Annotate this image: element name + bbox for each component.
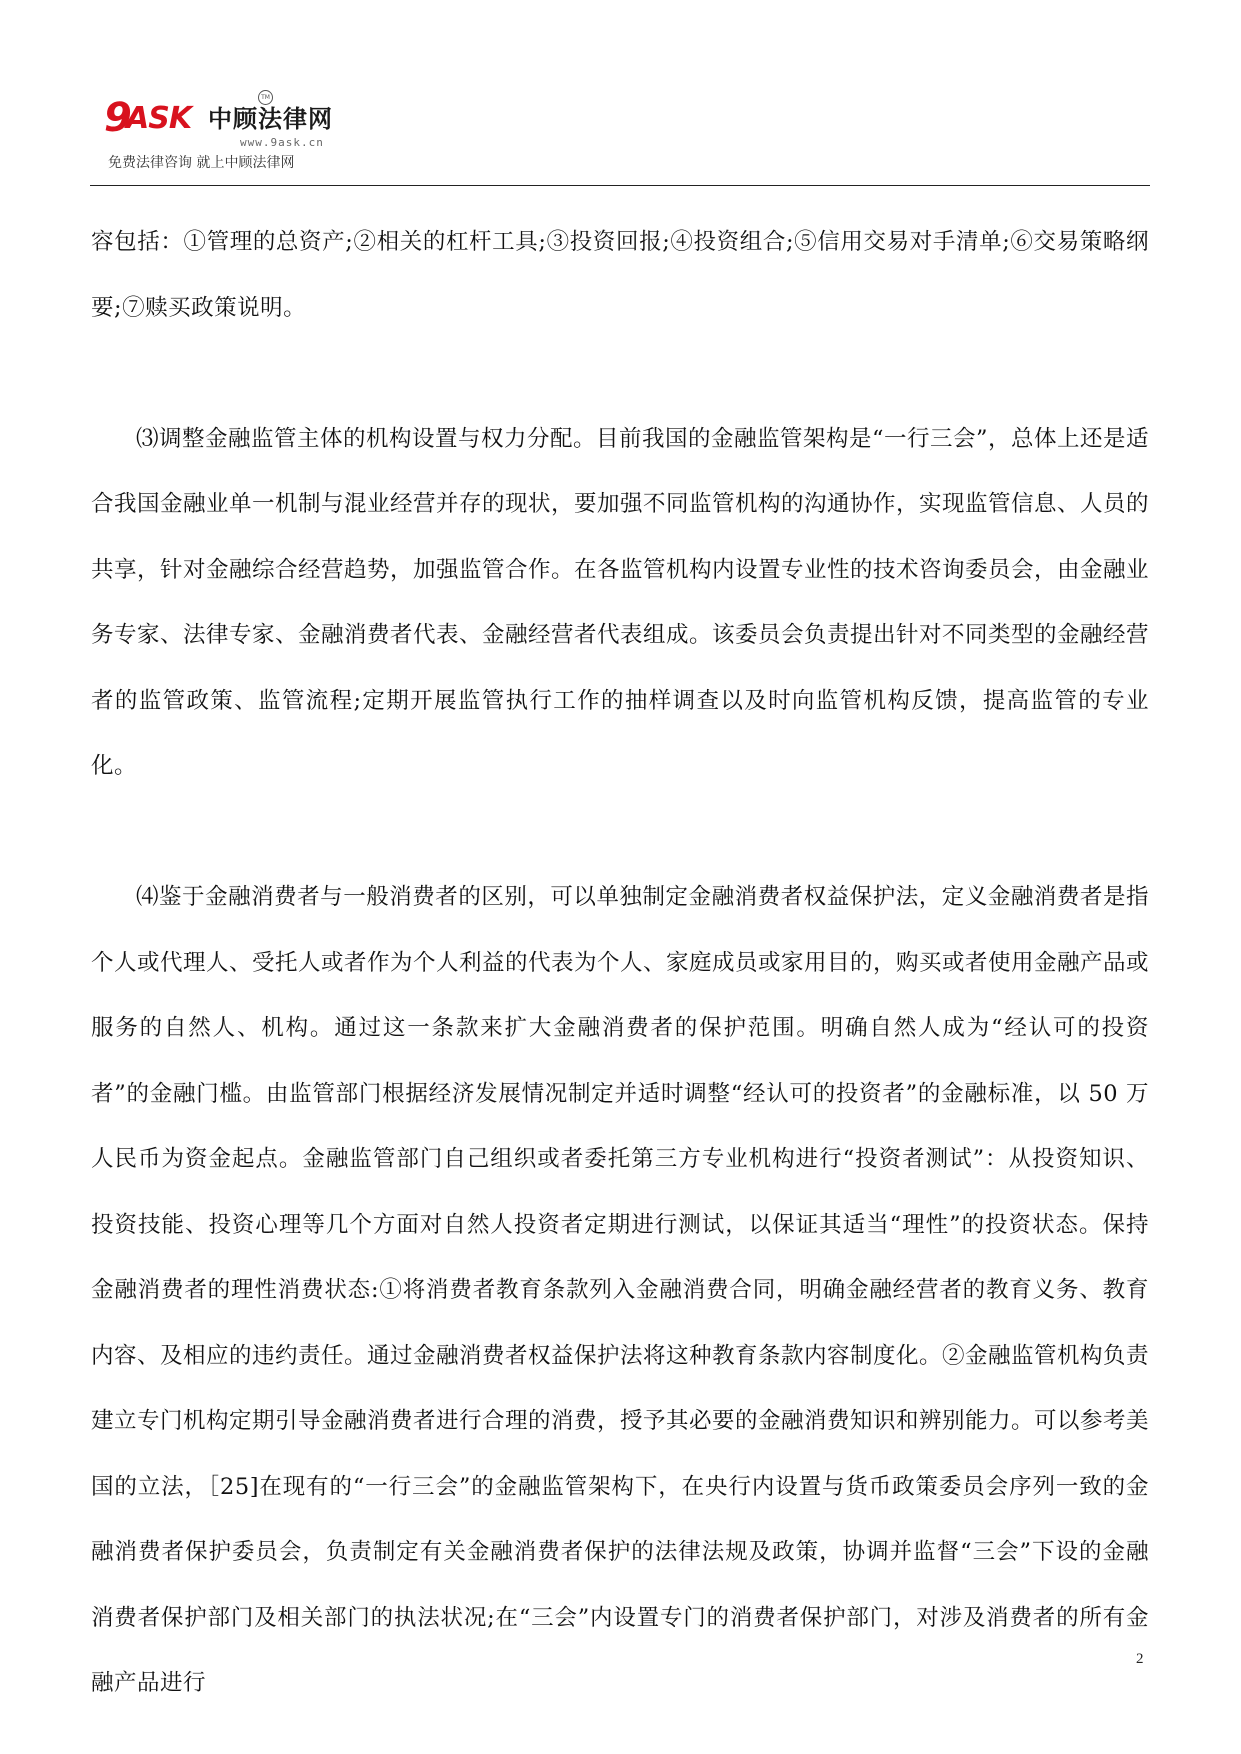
logo-ask-text: ASK [126,101,192,136]
page-number: 2 [1136,1651,1144,1667]
trademark-icon: TM [258,90,273,105]
paragraph-continued: 容包括：①管理的总资产;②相关的杠杆工具;③投资回报;④投资组合;⑤信用交易对手清单;⑥交易策略纲要;⑦赎买政策说明。 [91,229,1149,321]
paragraph-4: ⑷鉴于金融消费者与一般消费者的区别，可以单独制定金融消费者权益保护法，定义金融消费者是指个人或代理人、受托人或者作为个人利益的代表为个人、家庭成员或家用目的，购买或者使用金融产品或服务的自然人、机构。通过这一条款来扩大金融消费者的保护范围。明确自然人成为“经认可的投资者”的金融门槛。由监管部门根据经济发展情况制定并适时调整“经认可的投资者”的金融标准，以 50 万人民币为资金起点。金融监管部门自己组织或者委托第三方专业机构进行“投资者测试”：从投资知识、投资技能、投资心理等几个方面对自然人投资者定期进行测试，以保证其适当“理性”的投资状态。保持金融消费者的理性消费状态:①将消费者教育条款列入金融消费合同，明确金融经营者的教育义务、教育内容、及相应的违约责任。通过金融消费者权益保护法将这种教育条款内容制度化。②金融监管机构负责建立专门机构定期引导金融消费者进行合理的消费，授予其必要的金融消费知识和辨别能力。可以参考美国的立法，［25]在现有的“一行三会”的金融监管架构下，在央行内设置与货币政策委员会序列一致的金融消费者保护委员会，负责制定有关金融消费者保护的法律法规及政策，协调并监督“三会”下设的金融消费者保护部门及相关部门的执法状况;在“三会”内设置专门的消费者保护部门，对涉及消费者的所有金融产品进行 [91,884,1150,1696]
paragraph-3: ⑶调整金融监管主体的机构设置与权力分配。目前我国的金融监管架构是“一行三会”，总体上还是适合我国金融业单一机制与混业经营并存的现状，要加强不同监管机构的沟通协作，实现监管信息、人员的共享，针对金融综合经营趋势，加强监管合作。在各监管机构内设置专业性的技术咨询委员会，由金融业务专家、法律专家、金融消费者代表、金融经营者代表组成。该委员会负责提出针对不同类型的金融经营者的监管政策、监管流程;定期开展监管执行工作的抽样调查以及时向监管机构反馈，提高监管的专业化。 [91,425,1150,779]
logo-mark: 9 [104,95,132,141]
document-body [91,210,1149,1717]
site-header [104,96,364,176]
site-slogan: 免费法律咨询 就上中顾法律网 [108,155,295,171]
site-url: www.9ask.cn [240,136,324,149]
logo-chinese-name: 中顾法律网 [208,105,333,133]
header-divider [90,185,1150,186]
